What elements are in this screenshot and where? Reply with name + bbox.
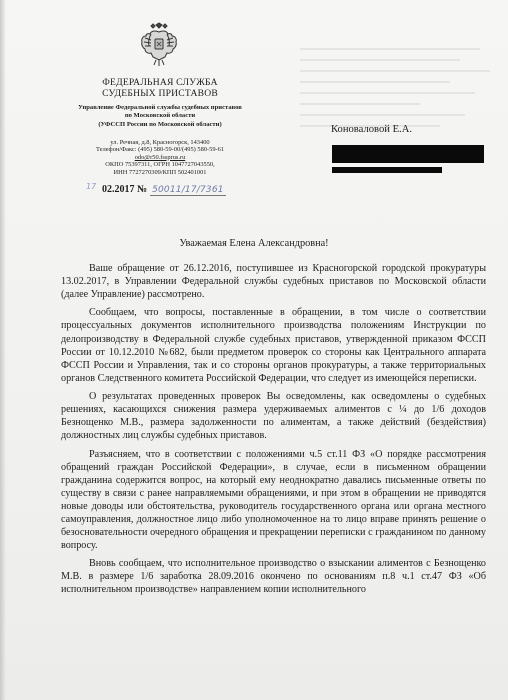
department-line3: (УФССП России по Московской области) (98, 120, 222, 128)
email-line: odo@r50.fssprus.ru (134, 153, 186, 161)
address-line: ул. Речная, д.8, Красногорск, 143400 (110, 139, 210, 146)
inn-kpp-line: ИНН 7727270309/КПП 502401001 (113, 168, 207, 176)
paragraph-2: Сообщаем, что вопросы, поставленные в обращении, в том числе о соответствии процессуальных документов исполнительного производства положениям Инструкции по делопроизводству в Федеральной службе судебных приставов, утвержденной приказом ФССП России от 10.12.2010 №682, были предметом проверок со стороны как Центрального аппарата ФССП России и Управления, так и со стороны органов прокуратуры, а также территориальных органов Следственного комитета Российской Федерации, что следует из имеющейся переписки. (61, 307, 486, 384)
agency-title-line1: ФЕДЕРАЛЬНАЯ СЛУЖБА (102, 77, 218, 88)
outgoing-date: 02.2017 № (102, 184, 148, 195)
paragraph-4: Разъясняем, что в соответствии с положениями ч.5 ст.11 ФЗ «О порядке рассмотрения обращений граждан Российской Федерации», в случае, если в письменном обращении гражданина содержится вопрос, на который ему неоднократно давались письменные ответы по существу в связи с ранее направляемыми обращениями, и при этом в обращении не приводятся новые доводы или обстоятельства, руководитель государственного органа или органа местного самоуправления, должностное лицо либо уполномоченное на то лицо вправе принять решение о безосновательности очередного обращения и прекращении переписки с гражданином по данному вопросу. (61, 448, 486, 551)
paragraph-3: О результатах проведенных проверок Вы осведомлены, как осведомлены о судебных решениях, касающихся снижения размера удерживаемых алиментов с ¼ до 1/6 доходов Безнощенко М.В., размера задолженности по алиментам, а также действий (бездействия) должностных лиц службы судебных приставов. (61, 391, 486, 442)
department-line2: по Московской области (124, 112, 196, 120)
agency-title-line2: СУДЕБНЫХ ПРИСТАВОВ (102, 88, 218, 99)
russian-coat-of-arms-icon (139, 22, 179, 68)
date-day-handwritten: 17 (86, 182, 97, 191)
paragraph-1: Ваше обращение от 26.12.2016, поступившее из Красногорской городской прокуратуры 13.02.2017, в Управлении Федеральной службы судебных приставов по Московской области (далее Управление) рассмотрено. (61, 263, 486, 301)
agency-title (60, 77, 260, 99)
phone-fax-line: Телефон/Факс: (495) 580-59-00/(495) 580-59-61 (95, 146, 225, 154)
salutation: Уважаемая Елена Александровна! (179, 238, 329, 249)
redacted-address-block-2 (332, 167, 442, 173)
paragraph-5: Вновь сообщаем, что исполнительное производство о взыскании алиментов с Безнощенко М.В. в размере 1/6 заработка 28.09.2016 окончено по основаниям п.8 ч.1 ст.47 ФЗ «Об исполнительном производстве» направлением копии исполнительного (61, 558, 486, 596)
scan-edge-shadow (0, 0, 6, 700)
addressee-name: Коноваловой Е.А. (331, 124, 413, 135)
letter-body (61, 262, 486, 596)
okpo-ogrn-line: ОКПО 75397311, ОГРН 1047727043550, (105, 161, 215, 169)
redacted-address-block (332, 145, 484, 163)
department-contacts (60, 139, 260, 176)
outgoing-number-handwritten: 50011/17/7361 (152, 185, 224, 195)
outgoing-date-number (86, 182, 226, 196)
department-line1: Управление Федеральной службы судебных приставов (78, 104, 242, 111)
department-name (60, 104, 260, 129)
